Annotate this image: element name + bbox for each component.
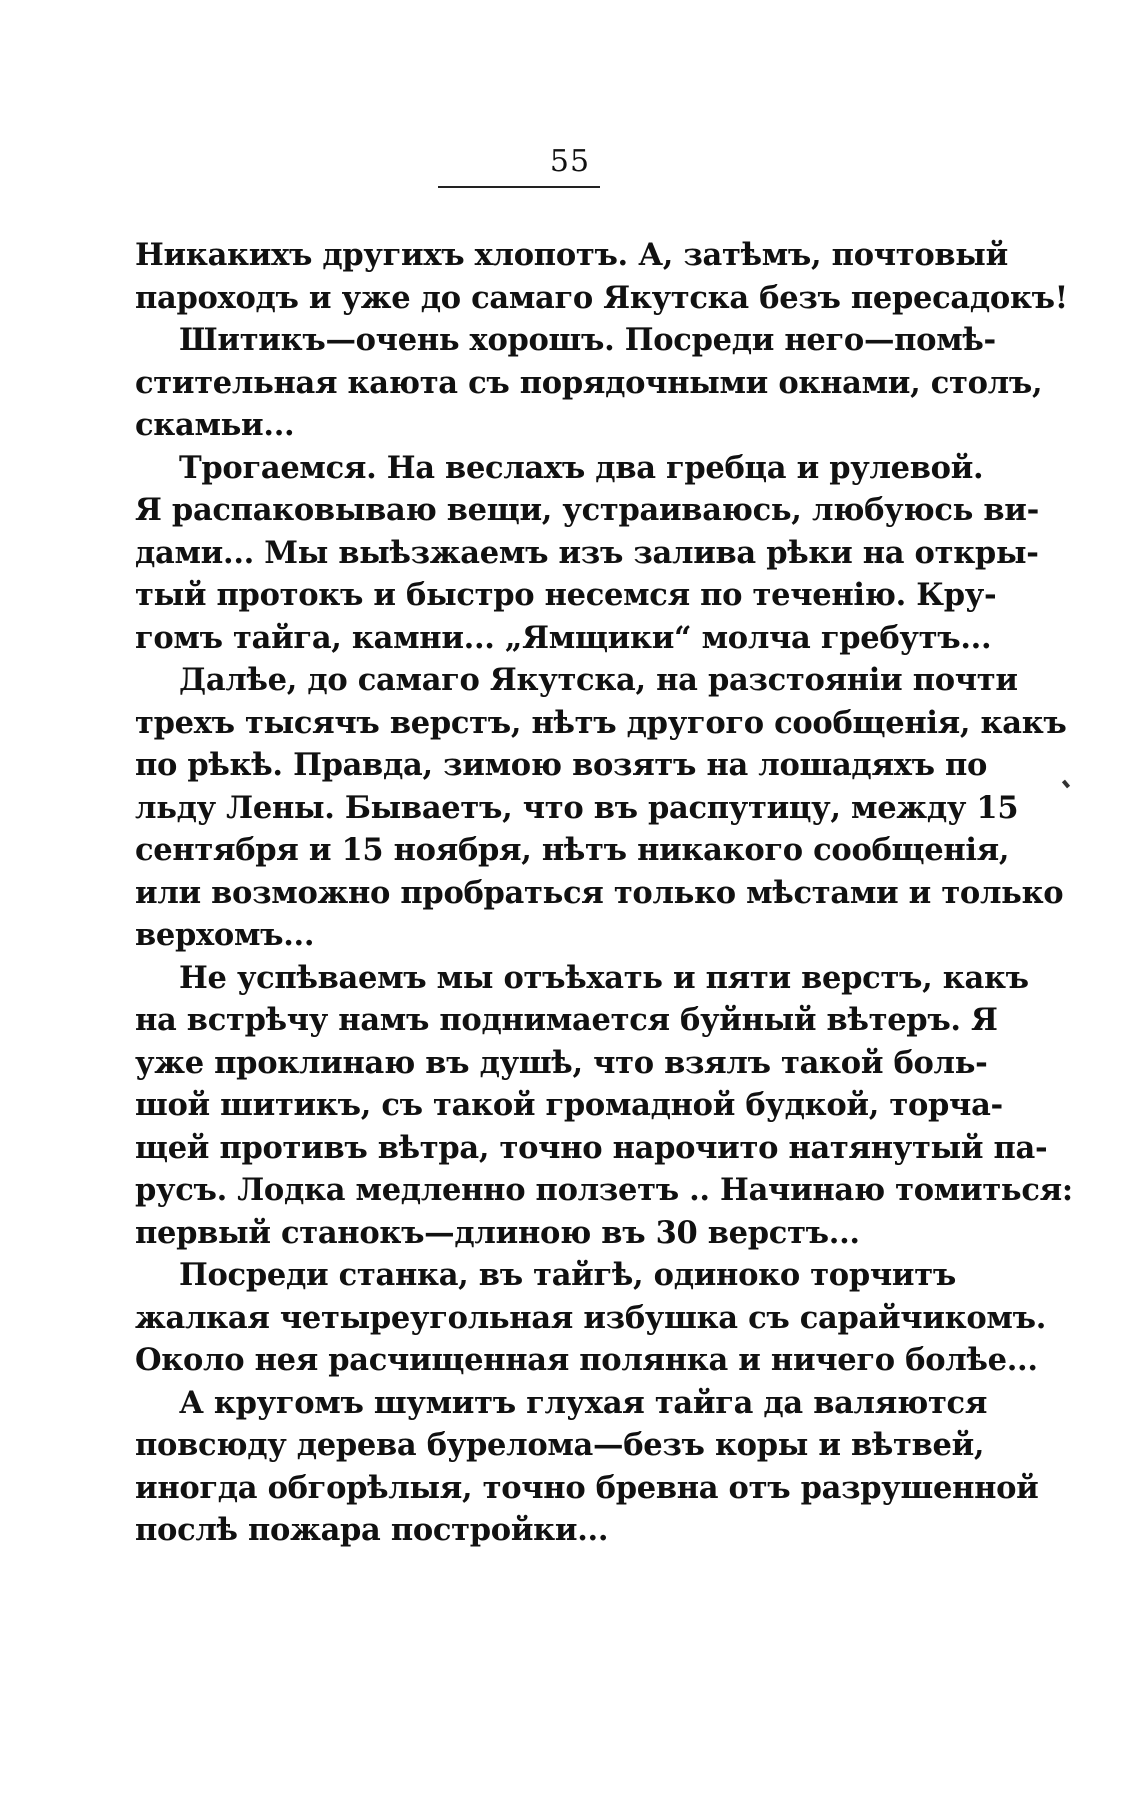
text-line: Около нея расчищенная полянка и ничего болѣе... xyxy=(135,1342,1038,1378)
text-line: скамьи... xyxy=(135,407,295,443)
text-line: повсюду дерева бурелома—безъ коры и вѣтвей, xyxy=(135,1427,985,1463)
text-line: Шитикъ—очень хорошъ. Посреди него—помѣ- xyxy=(179,322,996,358)
page-number: 55 xyxy=(549,144,591,179)
text-line: Далѣе, до самаго Якутска, на разстояніи почти xyxy=(179,662,1018,698)
text-line: трехъ тысячъ верстъ, нѣтъ другого сообщенія, какъ xyxy=(135,704,1067,741)
text-line: уже проклинаю въ душѣ, что взялъ такой боль- xyxy=(135,1044,988,1081)
text-line: пароходъ и уже до самаго Якутска безъ пересадокъ! xyxy=(135,279,1068,316)
text-line: стительная каюта съ порядочными окнами, столъ, xyxy=(135,364,1043,401)
text-line: льду Лены. Бываетъ, что въ распутицу, между 15 xyxy=(135,789,1019,826)
text-line: Никакихъ другихъ хлопотъ. А, затѣмъ, почтовый xyxy=(135,237,1008,273)
text-line: Трогаемся. На веслахъ два гребца и рулевой. xyxy=(179,449,984,486)
text-line: русъ. Лодка медленно ползетъ .. Начинаю томиться: xyxy=(135,1172,1073,1208)
text-line: верхомъ... xyxy=(135,917,315,953)
text-line: гомъ тайга, камни... „Ямщики“ молча гребутъ... xyxy=(135,619,992,656)
text-line: на встрѣчу намъ поднимается буйный вѣтеръ. Я xyxy=(135,1002,998,1038)
text-line: А кругомъ шумитъ глухая тайга да валяются xyxy=(179,1384,988,1421)
text-line: сентября и 15 ноября, нѣтъ никакого сообщенія, xyxy=(135,832,1010,868)
text-line: или возможно пробраться только мѣстами и только xyxy=(135,874,1064,911)
margin-mark xyxy=(1062,780,1070,789)
text-line: первый станокъ—длиною въ 30 верстъ... xyxy=(135,1214,860,1251)
text-line: Не успѣваемъ мы отъѣхать и пяти верстъ, какъ xyxy=(179,959,1029,996)
header-rule xyxy=(438,186,600,188)
text-line: дами... Мы выѣзжаемъ изъ залива рѣки на откры- xyxy=(135,534,1039,571)
text-line: щей противъ вѣтра, точно нарочито натянутый па- xyxy=(135,1129,1048,1166)
text-line: шой шитикъ, съ такой громадной будкой, торча- xyxy=(135,1087,1003,1123)
text-line: тый протокъ и быстро несемся по теченію. Кру- xyxy=(135,577,997,613)
text-line: жалкая четыреугольная избушка съ сарайчикомъ. xyxy=(135,1299,1047,1336)
body-text xyxy=(135,234,1073,1552)
text-line: Посреди станка, въ тайгѣ, одиноко торчитъ xyxy=(179,1257,956,1293)
text-line: Я распаковываю вещи, устраиваюсь, любуюсь ви- xyxy=(135,492,1039,528)
text-line: послѣ пожара постройки... xyxy=(135,1512,609,1548)
text-line: иногда обгорѣлыя, точно бревна отъ разрушенной xyxy=(135,1469,1039,1506)
text-line: по рѣкѣ. Правда, зимою возятъ на лошадяхъ по xyxy=(135,747,988,783)
